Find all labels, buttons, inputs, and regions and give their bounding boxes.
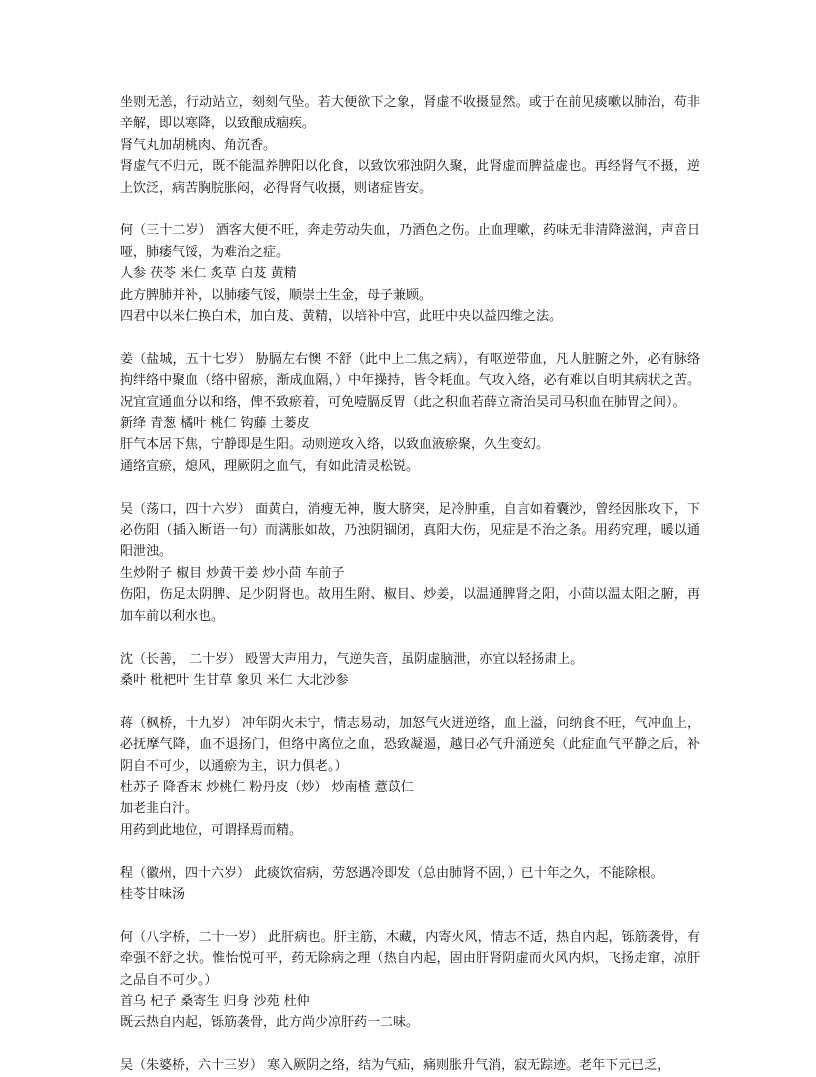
prescription-line: 桑叶 枇杷叶 生甘草 象贝 米仁 大北沙参: [120, 672, 349, 688]
commentary-line: 加老韭白汁。: [120, 801, 199, 817]
commentary-line: 此方脾肺并补，以肺痿气馁，顺崇土生金，母子兼顾。: [120, 287, 433, 303]
entry-7: [120, 863, 700, 906]
commentary-line: 肝气本居下焦，宁静即是生阳。动则逆攻入络，以致血液瘀聚，久生变幻。: [120, 437, 550, 453]
prescription-line: 首乌 杞子 桑寄生 归身 沙苑 杜仲: [120, 993, 310, 1009]
paragraph: 沈（长善， 二十岁） 殴詈大声用力，气逆失音，虽阴虚脑泄，亦宜以轻扬肃上。: [120, 651, 584, 667]
prescription-line: 生炒附子 椒目 炒黄干姜 炒小茴 车前子: [120, 565, 345, 581]
document-page: [120, 92, 700, 1077]
paragraph: 坐则无恙，行动站立，刻刻气坠。若大便欲下之象，肾虚不收摄显然。或于在前见痰嗽以肺治，苟非辛解，即以寒降，以致酿成痼疾。: [120, 95, 700, 132]
commentary-line: 伤阳，伤足太阴脾、足少阴肾也。故用生附、椒目、炒姜，以温通脾肾之阳，小茴以温太阳之腑，再加车前以利水也。: [120, 587, 700, 624]
prescription-line: 肾气丸加胡桃肉、角沉香。: [120, 137, 277, 153]
paragraph: 蒋（枫桥，十九岁） 冲年阴火未宁，情志易动，加怒气火迸逆络，血上溢，问纳食不旺，气冲血上，必抚摩气降，血不退扬门，但络中离位之血，恐致凝遏，越日必气升涌逆矣（此症血气平静之后，补阴自不可少，以通瘀为主，识力俱老。）: [120, 715, 700, 774]
prescription-line: 杜苏子 降香末 炒桃仁 粉丹皮（炒） 炒南楂 薏苡仁: [120, 779, 414, 795]
entry-4: [120, 499, 700, 627]
entry-8: [120, 927, 700, 1034]
paragraph: 吴（荡口，四十六岁） 面黄白，消瘦无神，腹大脐突，足冷肿重，自言如着囊沙，曾经因胀攻下，下必伤阳（插入断语一句）而满胀如故，乃浊阴锢闭，真阳大伤，见症是不治之条。用药究理，暖以通阳泄浊。: [120, 501, 700, 560]
commentary-line: 用药到此地位，可谓择焉而精。: [120, 822, 303, 838]
prescription-line: 人参 茯苓 米仁 炙草 白芨 黄精: [120, 266, 297, 282]
entry-1: [120, 92, 700, 199]
entry-3: [120, 349, 700, 477]
paragraph: 程（徽州，四十六岁） 此痰饮宿病，劳怒遇冷即发（总由肺肾不固，）已十年之久，不能除根。: [120, 865, 664, 881]
commentary-line: 肾虚气不归元，既不能温养脾阳以化食，以致饮邪浊阴久聚，此肾虚而脾益虚也。再经肾气不摄，逆上饮泛，病苦胸脘胀闷，必得肾气收摄，则诸症皆安。: [120, 159, 700, 196]
entry-5: [120, 649, 700, 692]
paragraph: 何（三十二岁） 酒客大便不旺，奔走劳动失血，乃酒色之伤。止血理嗽，药味无非清降滋润，声音日哑，肺痿气馁，为难治之症。: [120, 223, 700, 260]
prescription-line: 新绛 青葱 橘叶 桃仁 钩藤 土蒌皮: [120, 416, 310, 432]
paragraph: 姜（盐城，五十七岁） 胁膈左右懊 不舒（此中上二焦之病），有呕逆带血，凡人脏腑之外，必有脉络拘绊络中聚血（络中留瘀，渐成血隔，）中年操持，皆令耗血。气攻入络，必有难以自明其病状之苦。况宜宣通血分以和络，俾不致瘀着，可免噎膈反胃（此之积血若薛立斋治吴司马积血在肺胃之间）。: [120, 351, 700, 410]
commentary-line: 通络宣瘀，熄风，理厥阴之血气，有如此清灵松锐。: [120, 458, 420, 474]
entry-6: [120, 713, 700, 841]
commentary-line: 四君中以米仁换白术，加白芨、黄精，以培补中宫，此旺中央以益四维之法。: [120, 309, 563, 325]
commentary-line: 既云热自内起，铄筋袭骨，此方尚少凉肝药一二味。: [120, 1015, 420, 1031]
paragraph: 何（八字桥，二十一岁） 此肝病也。肝主筋，木藏，内寄火风，情志不适，热自内起，铄筋袭骨，有牵强不舒之状。惟怡悦可平，药无除病之理（热自内起，固由肝肾阴虚而火风内炽，飞扬走窜，凉肝之品自不可少。）: [120, 929, 700, 988]
prescription-line: 桂苓甘味汤: [120, 886, 186, 902]
entry-2: [120, 220, 700, 327]
paragraph: 吴（朱婆桥，六十三岁） 寒入厥阴之络，结为气疝，痛则胀升气消，寂无踪迹。老年下元已乏，: [120, 1058, 671, 1074]
entry-9: [120, 1055, 700, 1076]
